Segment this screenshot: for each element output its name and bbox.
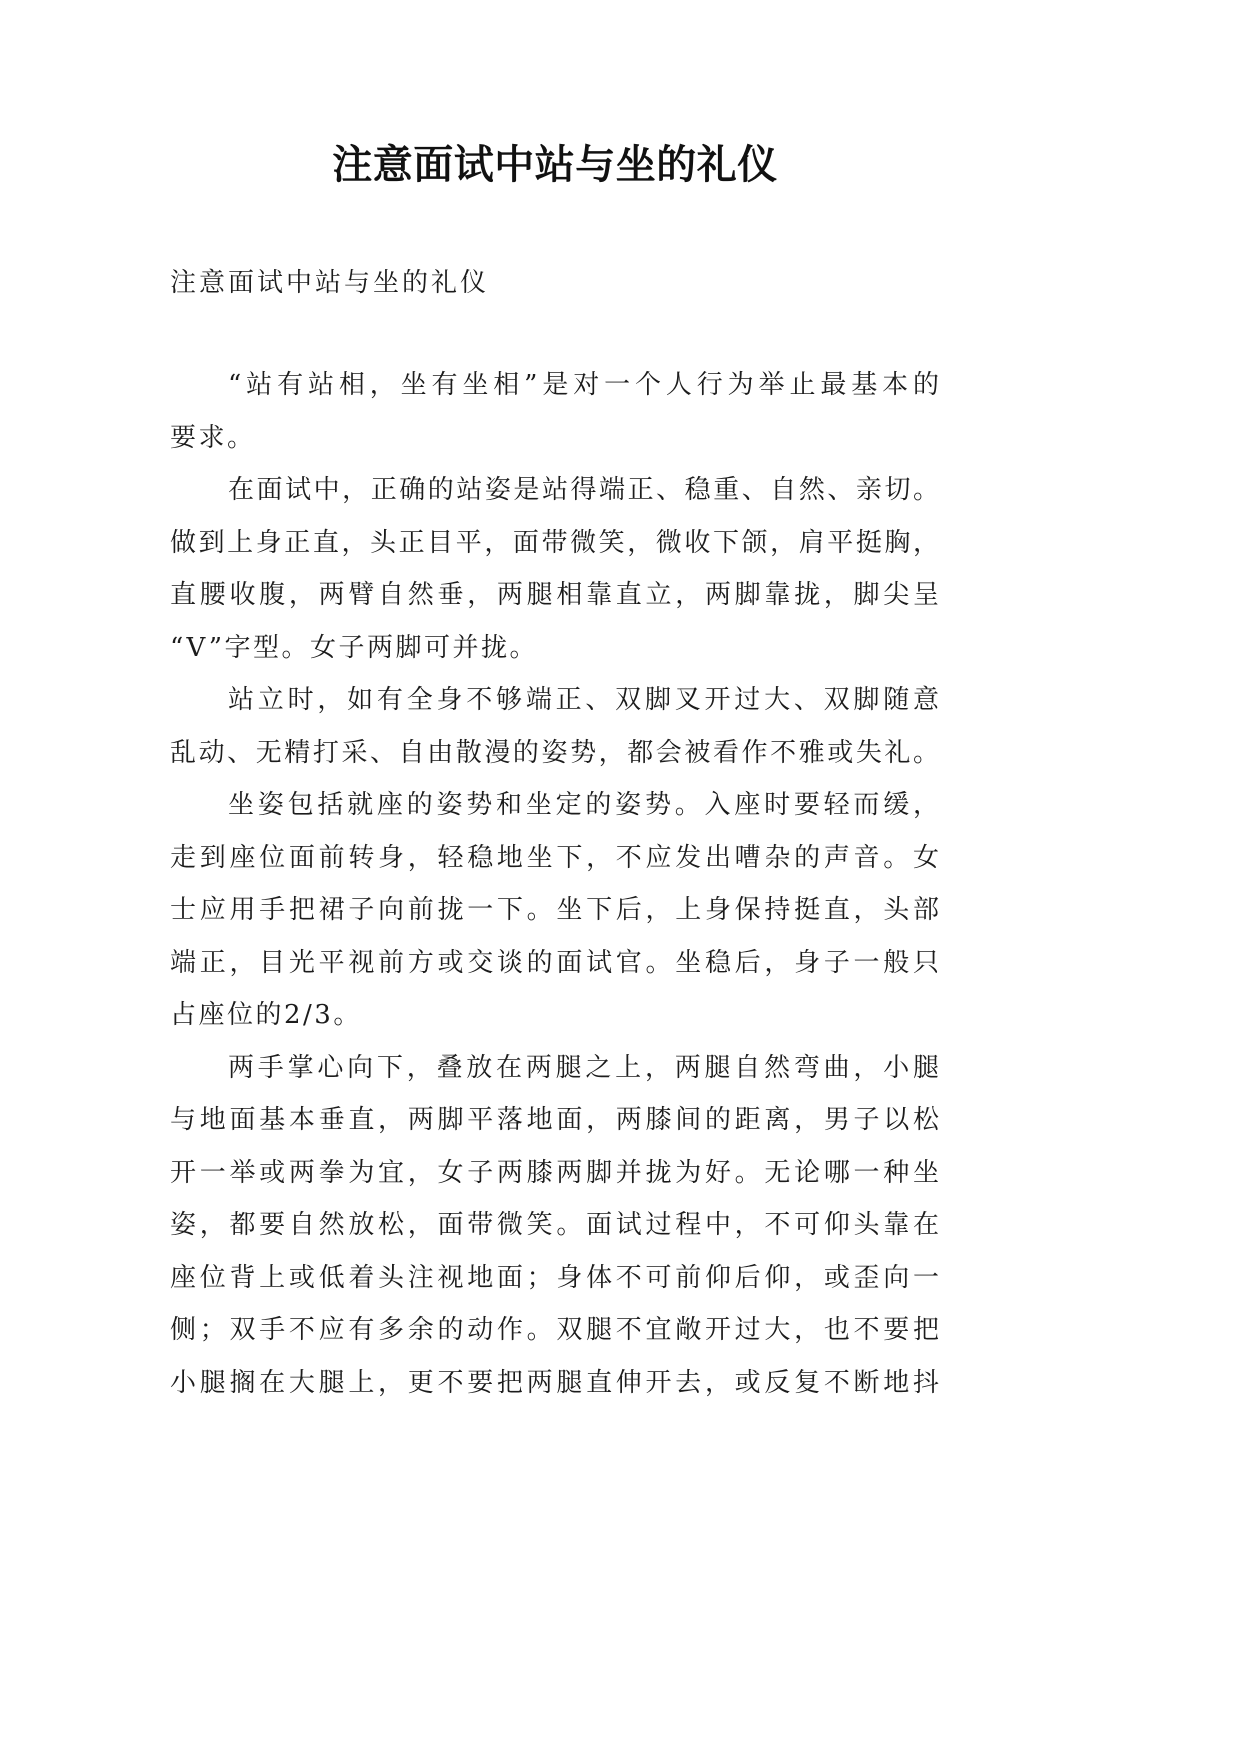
paragraph-line: 小腿搁在大腿上，更不要把两腿直伸开去，或反复不断地抖: [170, 1367, 940, 1398]
document-subtitle: 注意面试中站与坐的礼仪: [170, 268, 490, 298]
paragraph-1: [170, 359, 940, 464]
paragraph-line: 姿，都要自然放松，面带微笑。面试过程中，不可仰头靠在: [170, 1210, 940, 1240]
paragraph-line: 两手掌心向下，叠放在两腿之上，两腿自然弯曲，小腿: [228, 1052, 940, 1083]
paragraph-line: 占座位的2/3。: [170, 1000, 362, 1030]
paragraph-line: 座位背上或低着头注视地面；身体不可前仰后仰，或歪向一: [170, 1262, 940, 1293]
paragraph-line: 乱动、无精打采、自由散漫的姿势，都会被看作不雅或失礼。: [170, 737, 940, 768]
paragraph-line: 坐姿包括就座的姿势和坐定的姿势。入座时要轻而缓，: [228, 790, 940, 820]
paragraph-line: 走到座位面前转身，轻稳地坐下，不应发出嘈杂的声音。女: [170, 842, 940, 873]
document-body: [170, 359, 940, 1409]
paragraph-line: 做到上身正直，头正目平，面带微笑，微收下颌，肩平挺胸，: [170, 527, 940, 558]
paragraph-line: 与地面基本垂直，两脚平落地面，两膝间的距离，男子以松: [170, 1105, 940, 1135]
paragraph-line: 在面试中，正确的站姿是站得端正、稳重、自然、亲切。: [228, 475, 940, 505]
paragraph-5: [170, 1042, 940, 1410]
paragraph-2: [170, 464, 940, 674]
paragraph-line: 直腰收腹，两臂自然垂，两腿相靠直立，两脚靠拢，脚尖呈: [170, 580, 940, 610]
paragraph-line: 站立时，如有全身不够端正、双脚叉开过大、双脚随意: [228, 685, 940, 715]
paragraph-line: “站有站相，坐有坐相”是对一个人行为举止最基本的: [228, 370, 940, 400]
paragraph-line: 士应用手把裙子向前拢一下。坐下后，上身保持挺直，头部: [170, 895, 940, 925]
paragraph-4: [170, 779, 940, 1042]
paragraph-line: 开一举或两拳为宜，女子两膝两脚并拢为好。无论哪一种坐: [170, 1157, 940, 1188]
paragraph-3: [170, 674, 940, 779]
paragraph-line: 侧；双手不应有多余的动作。双腿不宜敞开过大，也不要把: [170, 1315, 940, 1345]
document-title: 注意面试中站与坐的礼仪: [332, 141, 778, 188]
paragraph-line: 要求。: [170, 422, 256, 453]
paragraph-line: “V”字型。女子两脚可并拢。: [170, 632, 539, 663]
paragraph-line: 端正，目光平视前方或交谈的面试官。坐稳后，身子一般只: [170, 947, 940, 978]
